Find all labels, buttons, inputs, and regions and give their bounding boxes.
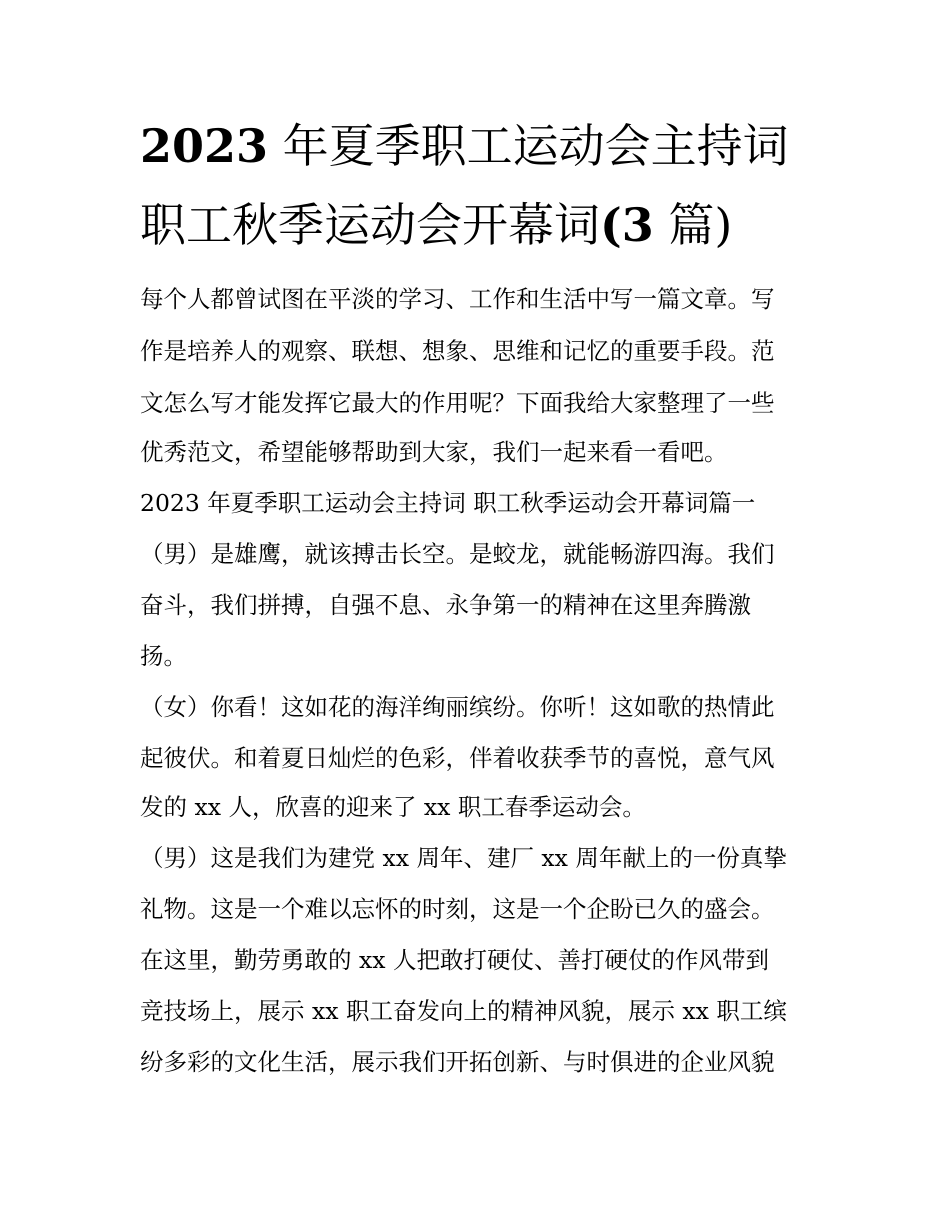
body-line: 在这里，勤劳勇敢的 xx 人把敢打硬仗、善打硬仗的作风带到	[140, 946, 769, 974]
body-line: 奋斗，我们拼搏，自强不息、永争第一的精神在这里奔腾激	[140, 591, 751, 619]
body-line: （男）是雄鹰，就该搏击长空。是蛟龙，就能畅游四海。我们	[140, 540, 775, 568]
body-line: （男）这是我们为建党 xx 周年、建厂 xx 周年献上的一份真挚	[140, 844, 787, 872]
body-line: 作是培养人的观察、联想、想象、思维和记忆的重要手段。范	[140, 337, 775, 365]
document-title-line-2	[140, 198, 820, 252]
body-line: （女）你看！这如花的海洋绚丽缤纷。你听！这如歌的热情此	[140, 693, 775, 721]
body-line: 优秀范文，希望能够帮助到大家，我们一起来看一看吧。	[140, 438, 728, 466]
title-tail: 篇)	[653, 198, 733, 252]
document-page	[140, 0, 820, 1229]
section-heading: 2023 年夏季职工运动会主持词 职工秋季运动会开幕词篇一	[140, 489, 756, 517]
title-rest: 年夏季职工运动会主持词	[268, 119, 789, 173]
body-line: 扬。	[140, 642, 187, 670]
body-line: 每个人都曾试图在平淡的学习、工作和生活中写一篇文章。写	[140, 285, 775, 313]
title-count: (3	[600, 198, 654, 252]
body-line: 纷多彩的文化生活，展示我们开拓创新、与时俱进的企业风貌	[140, 1048, 775, 1076]
title-main: 职工秋季运动会开幕词	[140, 198, 600, 252]
body-line: 文怎么写才能发挥它最大的作用呢？下面我给大家整理了一些	[140, 389, 775, 417]
title-year: 2023	[140, 119, 269, 173]
document-title-line-1	[140, 119, 820, 173]
body-line: 发的 xx 人，欣喜的迎来了 xx 职工春季运动会。	[140, 793, 646, 821]
body-line: 礼物。这是一个难以忘怀的时刻，这是一个企盼已久的盛会。	[140, 895, 775, 923]
body-line: 起彼伏。和着夏日灿烂的色彩，伴着收获季节的喜悦，意气风	[140, 744, 775, 772]
body-line: 竞技场上，展示 xx 职工奋发向上的精神风貌，展示 xx 职工缤	[140, 997, 787, 1025]
